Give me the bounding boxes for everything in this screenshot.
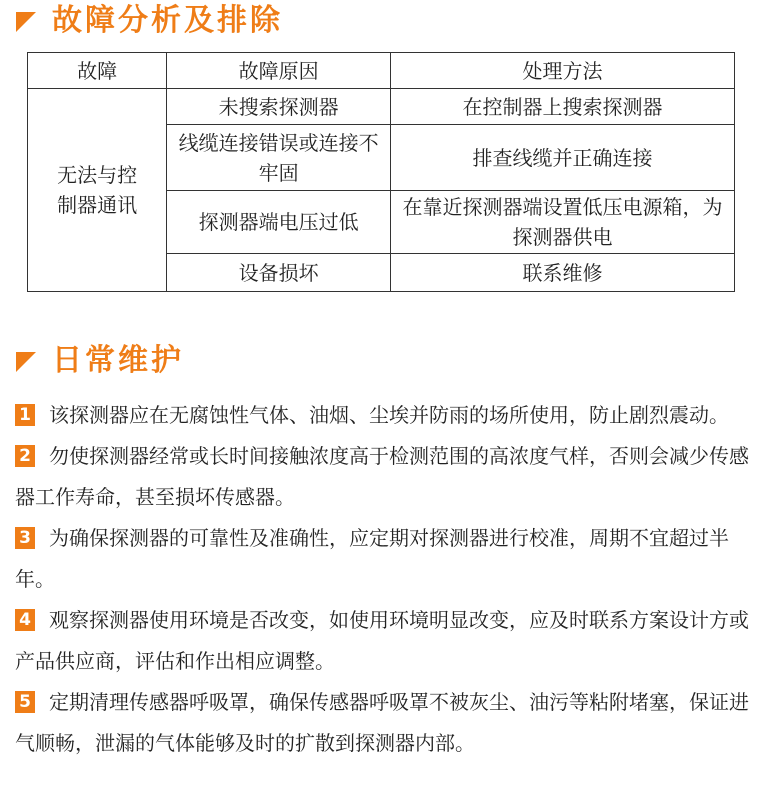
tip-text: 定期清理传感器呼吸罩，确保传感器呼吸罩不被灰尘、油污等粘附堵塞，保证进气顺畅，泄漏的气体能够及时的扩散到探测器内部。 xyxy=(15,690,749,755)
corner-triangle-icon xyxy=(16,352,36,372)
method-cell: 在控制器上搜索探测器 xyxy=(390,89,734,125)
corner-triangle-icon xyxy=(16,12,36,32)
list-item xyxy=(15,395,755,436)
tip-text: 观察探测器使用环境是否改变，如使用环境明显改变，应及时联系方案设计方或产品供应商，评估和作出相应调整。 xyxy=(15,608,749,673)
number-badge: 1 xyxy=(15,404,35,426)
list-item xyxy=(15,436,755,518)
cause-cell: 线缆连接错误或连接不牢固 xyxy=(167,125,391,191)
table-header-cell: 处理方法 xyxy=(390,53,734,89)
maintenance-list xyxy=(15,395,755,764)
section-title: 故障分析及排除 xyxy=(52,3,283,38)
section-title: 日常维护 xyxy=(52,343,184,378)
fault-table xyxy=(27,52,735,292)
table-header-cell: 故障 xyxy=(28,53,167,89)
list-item xyxy=(15,682,755,764)
method-cell: 排查线缆并正确连接 xyxy=(390,125,734,191)
cause-cell: 未搜索探测器 xyxy=(167,89,391,125)
number-badge: 4 xyxy=(15,609,35,631)
number-badge: 3 xyxy=(15,527,35,549)
number-badge: 5 xyxy=(15,691,35,713)
method-cell: 联系维修 xyxy=(390,254,734,292)
table-row xyxy=(28,89,735,125)
section-heading-maintenance xyxy=(16,343,184,378)
table-header-cell: 故障原因 xyxy=(167,53,391,89)
cause-cell: 设备损坏 xyxy=(167,254,391,292)
tip-text: 该探测器应在无腐蚀性气体、油烟、尘埃并防雨的场所使用，防止剧烈震动。 xyxy=(49,403,729,427)
number-badge: 2 xyxy=(15,445,35,467)
section-heading-fault-analysis xyxy=(16,3,283,38)
cause-cell: 探测器端电压过低 xyxy=(167,191,391,254)
list-item xyxy=(15,518,755,600)
tip-text: 勿使探测器经常或长时间接触浓度高于检测范围的高浓度气样，否则会减少传感器工作寿命，甚至损坏传感器。 xyxy=(15,444,749,509)
fault-line: 制器通讯 xyxy=(57,193,138,217)
fault-line: 无法与控 xyxy=(57,163,138,187)
table-header-row xyxy=(28,53,735,89)
tip-text: 为确保探测器的可靠性及准确性，应定期对探测器进行校准，周期不宜超过半年。 xyxy=(15,526,729,591)
list-item xyxy=(15,600,755,682)
fault-cell xyxy=(28,89,167,292)
method-cell: 在靠近探测器端设置低压电源箱，为探测器供电 xyxy=(390,191,734,254)
